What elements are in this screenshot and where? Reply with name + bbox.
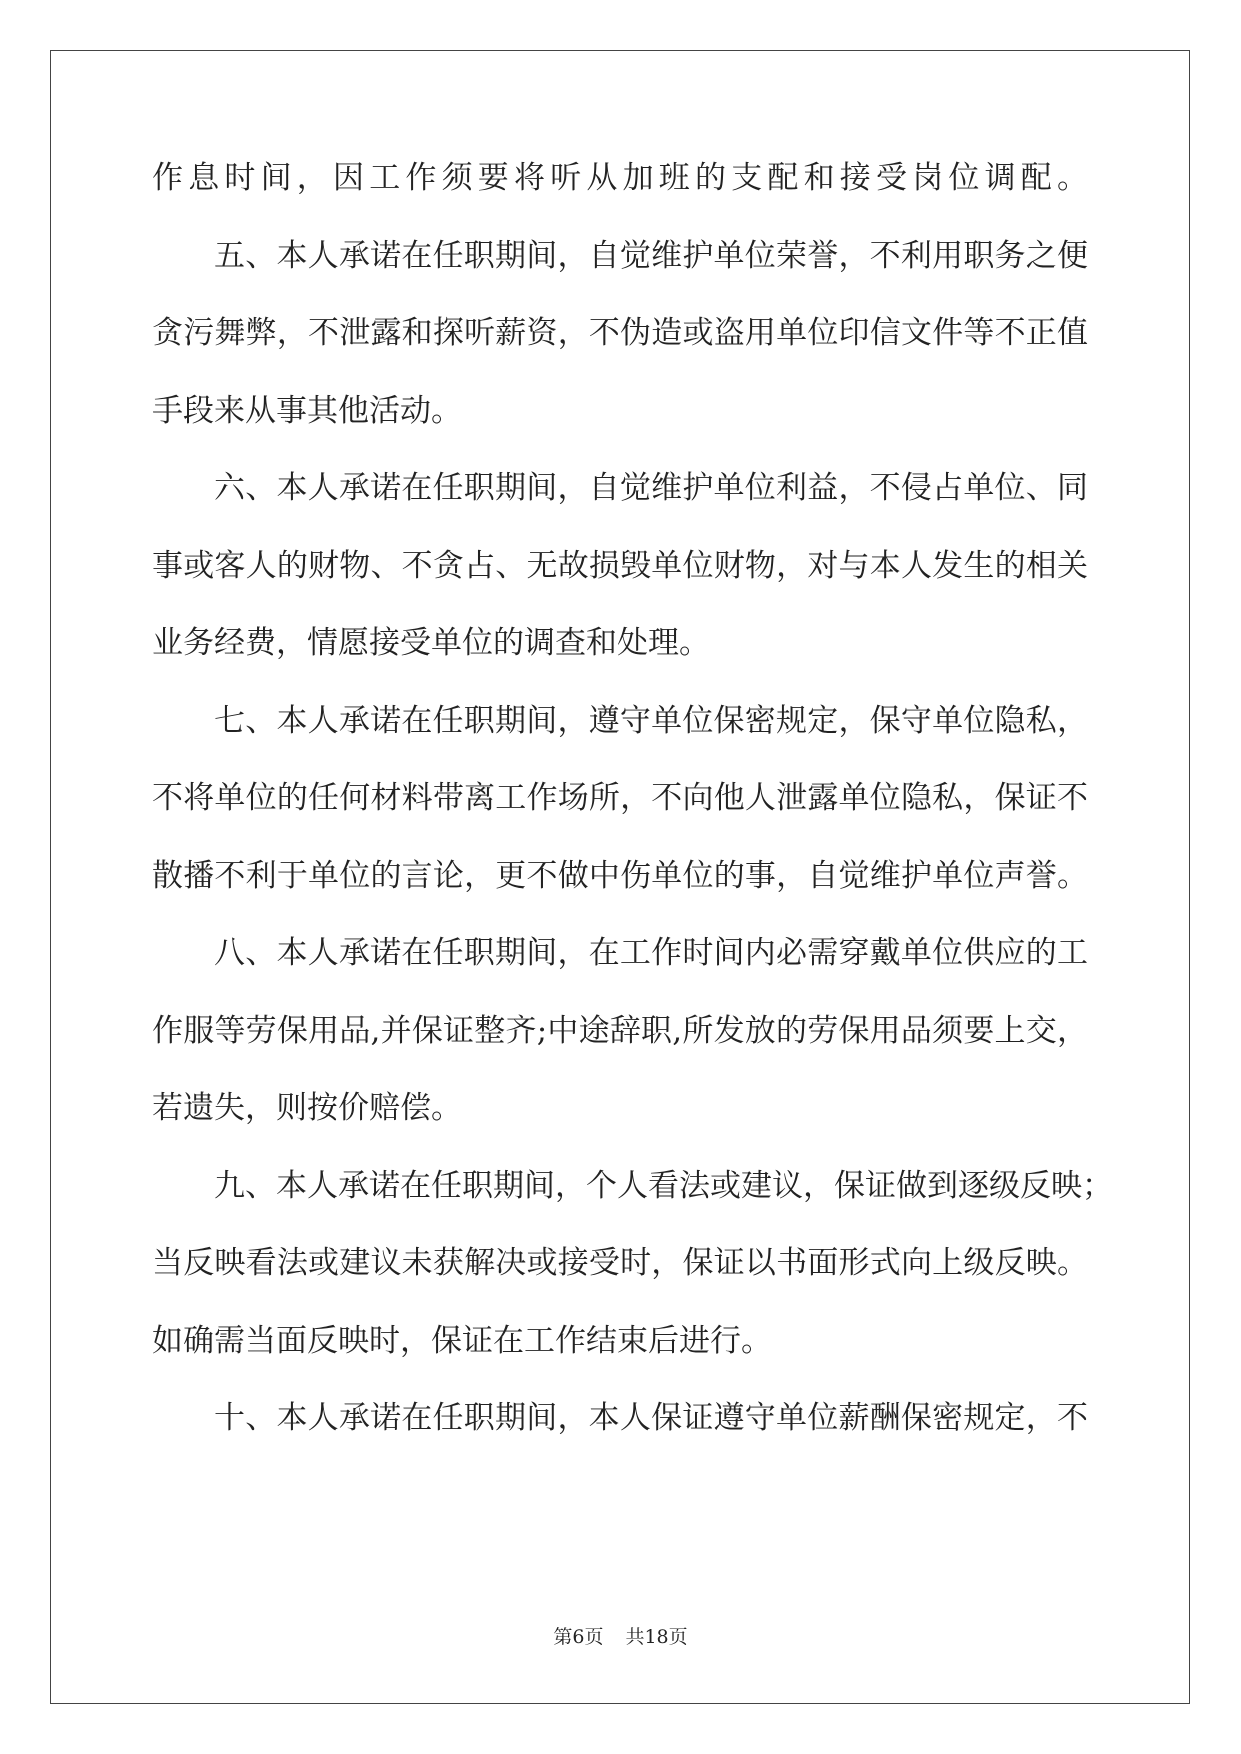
text-line: 散播不利于单位的言论，更不做中伤单位的事，自觉维护单位声誉。	[152, 857, 1088, 894]
text-line: 作息时间，因工作须要将听从加班的支配和接受岗位调配。	[152, 160, 1088, 196]
text-line: 业务经费，情愿接受单位的调查和处理。	[152, 625, 710, 661]
text-line: 作服等劳保用品,并保证整齐;中途辞职,所发放的劳保用品须要上交，	[152, 1012, 1088, 1049]
text-line: 六、本人承诺在任职期间，自觉维护单位利益，不侵占单位、同	[214, 470, 1088, 506]
text-line: 五、本人承诺在任职期间，自觉维护单位荣誉，不利用职务之便	[214, 237, 1088, 274]
document-body	[152, 158, 1113, 1476]
text-line: 九、本人承诺在任职期间，个人看法或建议，保证做到逐级反映；	[214, 1167, 1113, 1204]
text-line: 若遗失，则按价赔偿。	[152, 1090, 462, 1126]
text-line: 手段来从事其他活动。	[152, 392, 462, 429]
text-line: 贪污舞弊，不泄露和探听薪资，不伪造或盗用单位印信文件等不正值	[152, 315, 1088, 351]
text-line: 如确需当面反映时，保证在工作结束后进行。	[152, 1322, 772, 1359]
text-line: 八、本人承诺在任职期间，在工作时间内必需穿戴单位供应的工	[214, 935, 1088, 971]
text-line: 七、本人承诺在任职期间，遵守单位保密规定，保守单位隐私，	[214, 702, 1088, 739]
text-line: 不将单位的任何材料带离工作场所，不向他人泄露单位隐私，保证不	[152, 780, 1088, 816]
page-total: 共18页	[625, 1626, 688, 1648]
page-number: 第6页	[553, 1626, 604, 1648]
page-footer	[0, 1622, 1241, 1649]
text-line: 事或客人的财物、不贪占、无故损毁单位财物，对与本人发生的相关	[152, 547, 1088, 584]
text-line: 十、本人承诺在任职期间，本人保证遵守单位薪酬保密规定，不	[214, 1400, 1088, 1436]
text-line: 当反映看法或建议未获解决或接受时，保证以书面形式向上级反映。	[152, 1245, 1088, 1281]
